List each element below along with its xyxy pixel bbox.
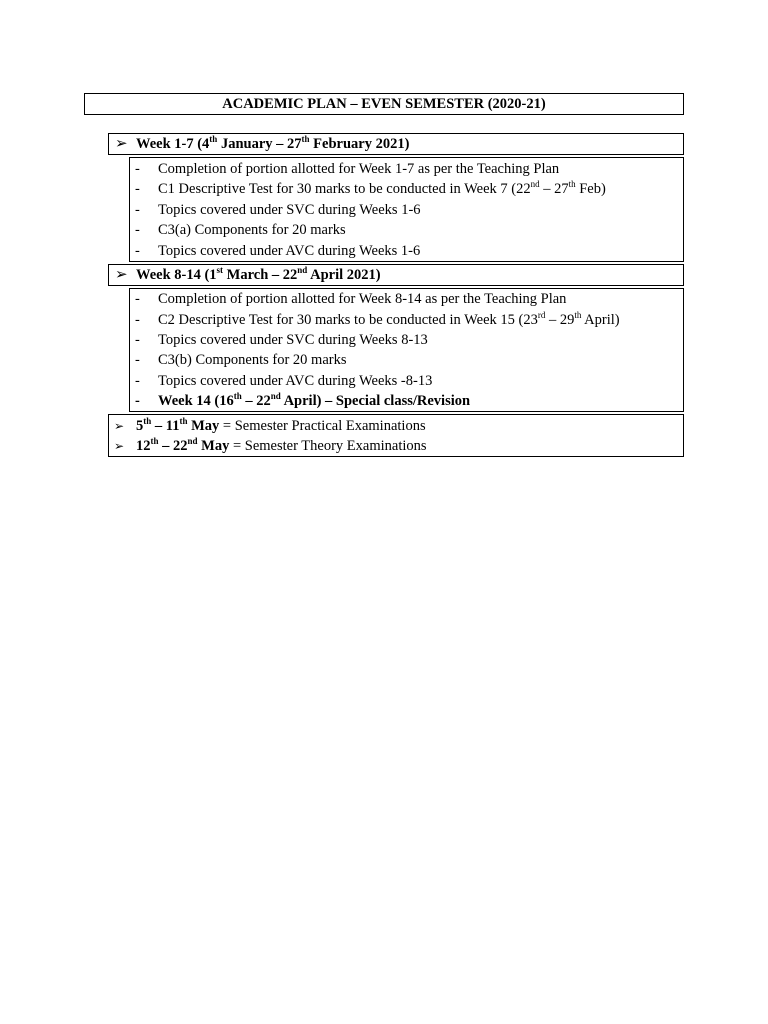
arrow-bullet-icon: ➢ xyxy=(114,419,125,433)
list-item: - Completion of portion allotted for Week 8-14 as per the Teaching Plan xyxy=(130,289,683,310)
dash-bullet: - xyxy=(135,243,140,259)
list-item: - Topics covered under AVC during Weeks 1-6 xyxy=(130,241,683,262)
list-item: - Topics covered under SVC during Weeks 1-6 xyxy=(130,200,683,221)
list-item: - C3(b) Components for 20 marks xyxy=(130,350,683,371)
section-week-1-7-list xyxy=(129,157,684,262)
section-week-8-14-list xyxy=(129,288,684,412)
list-item: - C1 Descriptive Test for 30 marks to be conducted in Week 7 (22nd – 27th Feb) xyxy=(130,179,683,200)
arrow-bullet-icon: ➢ xyxy=(114,439,125,453)
list-item: - Topics covered under AVC during Weeks -8-13 xyxy=(130,371,683,392)
dash-bullet: - xyxy=(135,393,140,409)
dash-bullet: - xyxy=(135,332,140,348)
list-item: - Week 14 (16th – 22nd April) – Special class/Revision xyxy=(130,391,683,412)
dash-bullet: - xyxy=(135,202,140,218)
arrow-bullet-icon: ➢ xyxy=(115,267,128,283)
list-item: ➢ 12th – 22nd May = Semester Theory Examinations xyxy=(109,436,683,457)
dash-bullet: - xyxy=(135,312,140,328)
section-week-8-14-header xyxy=(108,264,684,286)
dash-bullet: - xyxy=(135,291,140,307)
list-item: - C3(a) Components for 20 marks xyxy=(130,220,683,241)
section-header-text: Week 1-7 (4th January – 27th February 2021) xyxy=(136,134,410,152)
arrow-bullet-icon: ➢ xyxy=(115,136,128,152)
list-item: - Topics covered under SVC during Weeks 8-13 xyxy=(130,330,683,351)
list-item: ➢ 5th – 11th May = Semester Practical Examinations xyxy=(109,416,683,437)
dash-bullet: - xyxy=(135,181,140,197)
dash-bullet: - xyxy=(135,373,140,389)
section-header-text: Week 8-14 (1st March – 22nd April 2021) xyxy=(136,265,381,283)
dash-bullet: - xyxy=(135,352,140,368)
page-title: ACADEMIC PLAN – EVEN SEMESTER (2020-21) xyxy=(84,93,684,115)
dash-bullet: - xyxy=(135,222,140,238)
dash-bullet: - xyxy=(135,161,140,177)
section-week-1-7-header xyxy=(108,133,684,155)
list-item: - Completion of portion allotted for Week 1-7 as per the Teaching Plan xyxy=(130,159,683,180)
exam-schedule xyxy=(108,414,684,457)
list-item: - C2 Descriptive Test for 30 marks to be conducted in Week 15 (23rd – 29th April) xyxy=(130,310,683,331)
